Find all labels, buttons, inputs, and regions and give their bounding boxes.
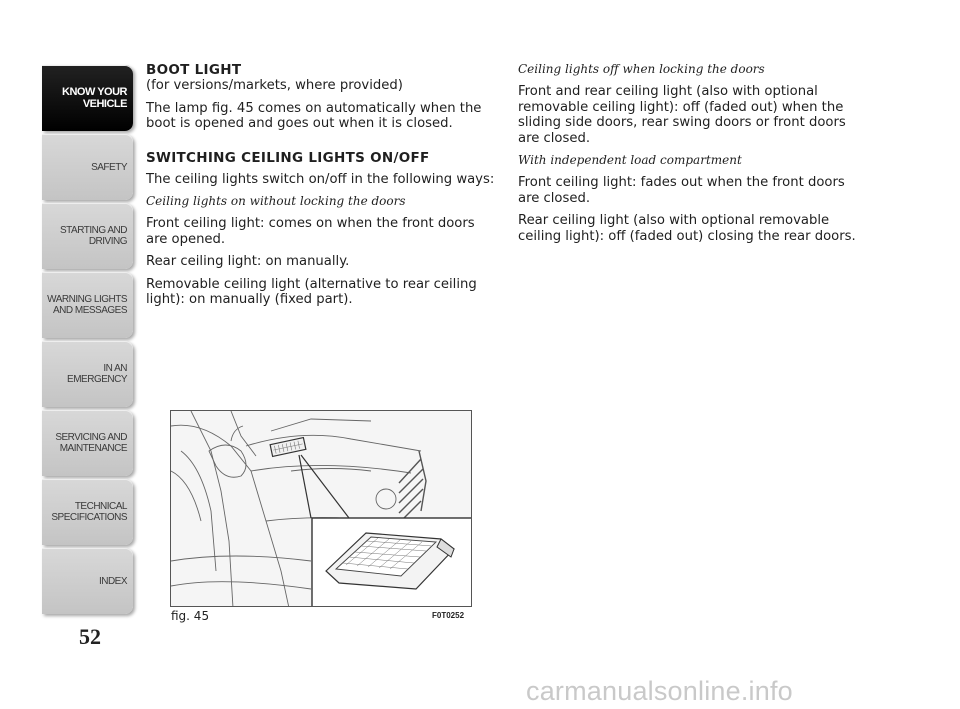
sub2-paragraph-1: Front and rear ceiling light (also with optional removable ceiling light): off (faded out) when the sliding side doors, rear swing doors or front doors are closed. — [518, 84, 846, 146]
tab-label: TECHNICAL SPECIFICATIONS — [51, 501, 127, 523]
switching-intro: The ceiling lights switch on/off in the following ways: — [146, 171, 495, 187]
tab-label: IN AN EMERGENCY — [67, 363, 127, 385]
tab-servicing-and-maintenance[interactable] — [42, 410, 133, 476]
boot-light-illustration — [171, 411, 472, 607]
watermark: carmanualsonline.info — [526, 676, 793, 706]
tab-label: WARNING LIGHTS AND MESSAGES — [47, 294, 127, 316]
sub1-paragraph-1: Front ceiling light: comes on when the front doors are opened. — [146, 216, 475, 247]
figure-boot-light — [170, 410, 472, 607]
sub3-title: With independent load compartment — [518, 153, 742, 167]
figure-code: F0T0252 — [432, 611, 465, 620]
sub1-title: Ceiling lights on without locking the doors — [146, 194, 406, 208]
tab-label: KNOW YOUR VEHICLE — [62, 86, 127, 110]
tab-label: STARTING AND DRIVING — [60, 225, 127, 247]
tab-starting-and-driving[interactable] — [42, 203, 133, 269]
tab-label: SAFETY — [91, 161, 127, 173]
tab-label: INDEX — [98, 575, 127, 587]
switching-heading: SWITCHING CEILING LIGHTS ON/OFF — [146, 149, 430, 166]
chapter-tabs — [42, 65, 133, 617]
boot-light-note: (for versions/markets, where provided) — [146, 78, 403, 93]
boot-light-text: The lamp fig. 45 comes on automatically when the boot is opened and goes out when it is closed. — [146, 100, 482, 131]
tab-know-your-vehicle[interactable] — [42, 65, 133, 131]
tab-in-an-emergency[interactable] — [42, 341, 133, 407]
sub3-paragraph-1: Front ceiling light: fades out when the front doors are closed. — [518, 175, 845, 206]
tab-technical-specifications[interactable] — [42, 479, 133, 545]
sub3-paragraph-2: Rear ceiling light (also with optional removable ceiling light): off (faded out) closing the rear doors. — [518, 213, 856, 244]
sub2-title: Ceiling lights off when locking the doors — [518, 62, 765, 76]
tab-index[interactable] — [42, 548, 133, 614]
sub1-paragraph-2: Rear ceiling light: on manually. — [146, 254, 350, 269]
right-column — [518, 62, 868, 251]
sub1-paragraph-3: Removable ceiling light (alternative to rear ceiling light): on manually (fixed part). — [146, 276, 477, 307]
tab-label: SERVICING AND MAINTENANCE — [55, 432, 127, 454]
left-column — [146, 62, 496, 315]
tab-warning-lights[interactable] — [42, 272, 133, 338]
boot-light-heading: BOOT LIGHT — [146, 62, 242, 78]
page-number: 52 — [79, 624, 101, 649]
figure-caption: fig. 45 — [171, 609, 210, 623]
tab-safety[interactable] — [42, 134, 133, 200]
